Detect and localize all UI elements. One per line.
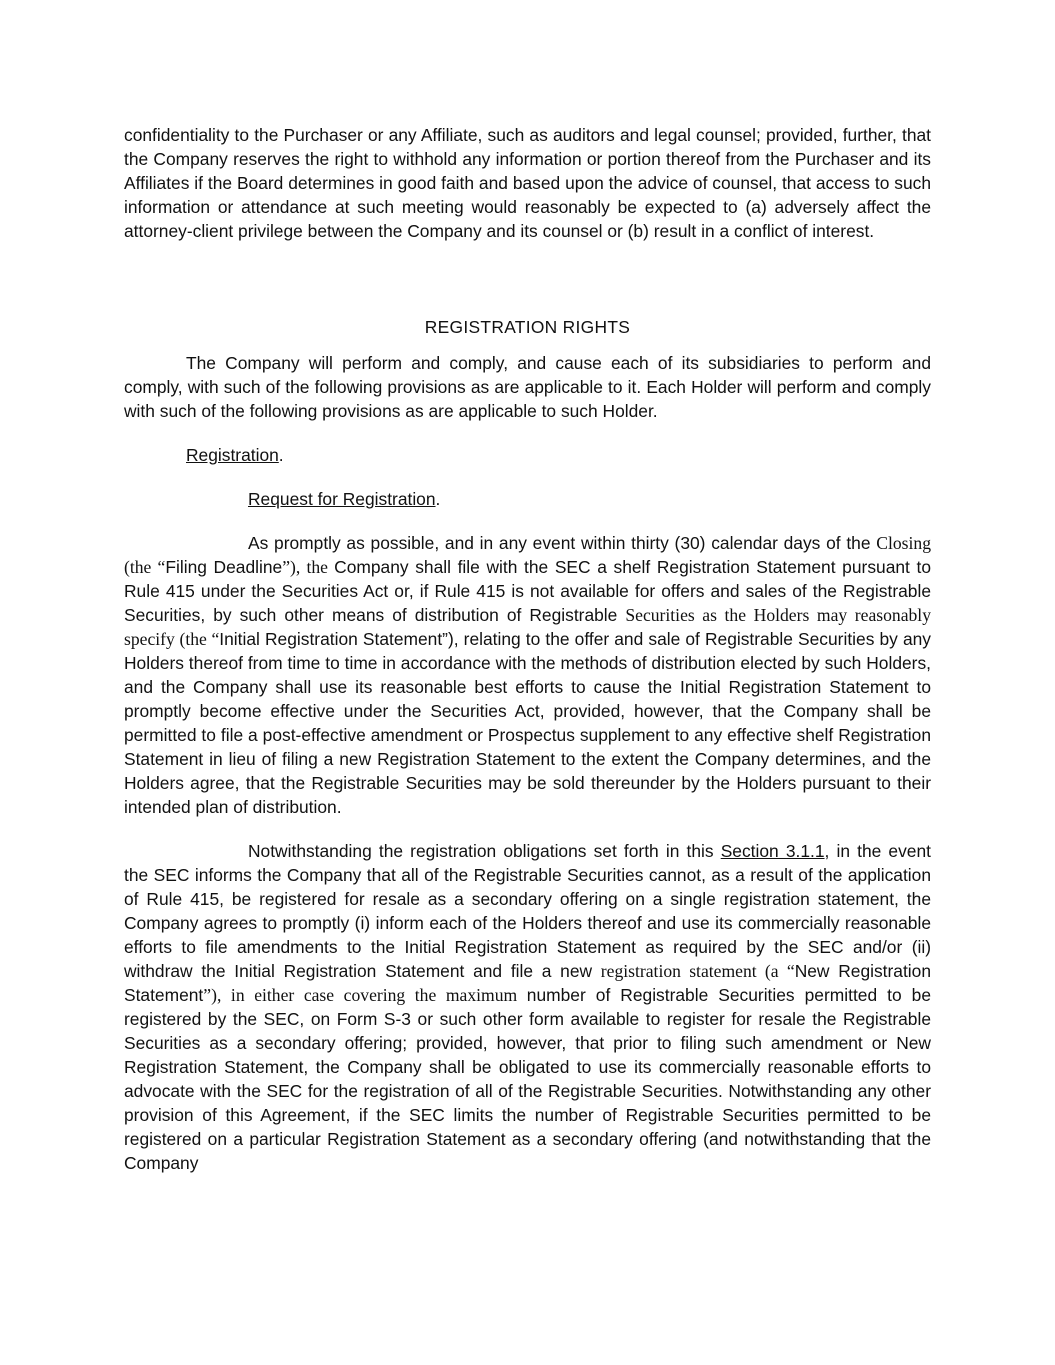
registration-label: Registration bbox=[186, 445, 279, 465]
paragraph-intro: The Company will perform and comply, and cause each of its subsidiaries to perform and comply, with such of the following provisions as are applicable to it. Each Holder will perform and comply with such of the following provisions as are applicable to such Holder. bbox=[124, 353, 931, 421]
spacer bbox=[124, 511, 931, 531]
subheading-request-for-registration bbox=[124, 487, 931, 511]
spacer bbox=[124, 243, 931, 315]
defined-term: Initial Registration Statement bbox=[219, 629, 443, 649]
text-run: registration statement (a “ bbox=[600, 961, 795, 981]
text-run: ”), in either case covering the maximum bbox=[203, 985, 527, 1005]
text-run: ”), relating to the offer and sale of Registrable Securities by any Holders thereof from time to time in accordance with the methods of distribution elected by such Holders, and the Company shall use its reasonable best efforts to cause the Initial Registration Statement to promptly become effective under the Securities Act, provided, however, that the Company shall be permitted to file a post-effective amendment or Prospectus supplement to any effective shelf Registration Statement in lieu of filing a new Registration Statement to the extent the Company determines, and the Holders agree, that the Registrable Securities may be sold thereunder by the Holders pursuant to their intended plan of distribution. bbox=[124, 629, 931, 817]
text-run: ”), the bbox=[282, 557, 335, 577]
spacer bbox=[124, 423, 931, 443]
subheading-registration bbox=[124, 443, 931, 467]
text-run: Closing (the “ bbox=[124, 533, 931, 577]
registration-period: . bbox=[278, 445, 284, 465]
text-run: Securities as the Holders may reasonably specify (the “ bbox=[124, 605, 931, 649]
section-heading: REGISTRATION RIGHTS bbox=[424, 317, 631, 337]
request-label: Request for Registration bbox=[248, 489, 436, 509]
paragraph-notwithstanding bbox=[124, 839, 931, 1175]
paragraph-confidentiality: confidentiality to the Purchaser or any Affiliate, such as auditors and legal counsel; provided, further, that the Company reserves the right to withhold any information or portion thereof from the Purchaser and its Affiliates if the Board determines in good faith and based upon the advice of counsel, that access to such information or attendance at such meeting would reasonably be expected to (a) adversely affect the attorney-client privilege between the Company and its counsel or (b) result in a conflict of interest. bbox=[124, 125, 931, 241]
defined-term: Filing Deadline bbox=[165, 557, 283, 577]
section-reference-link[interactable]: Section 3.1.1 bbox=[720, 841, 825, 861]
spacer bbox=[124, 467, 931, 487]
text-run: number of Registrable Securities permitted to be registered by the SEC, on Form S-3 or such other form available to register for resale the Registrable Securities as a secondary offering; provided, however, that prior to filing such amendment or New Registration Statement, the Company shall be obligated to use its commercially reasonable efforts to advocate with the SEC for the registration of all of the Registrable Securities. Notwithstanding any other provision of this Agreement, if the SEC limits the number of Registrable Securities permitted to be registered on a particular Registration Statement as a secondary offering (and notwithstanding that the Company bbox=[124, 985, 931, 1173]
defined-term: New Registration Statement bbox=[124, 961, 932, 1005]
spacer bbox=[124, 339, 931, 351]
request-period: . bbox=[435, 489, 441, 509]
text-run: As promptly as possible, and in any event within thirty (30) calendar days of the bbox=[248, 533, 877, 553]
paragraph-filing-deadline bbox=[124, 531, 931, 819]
text-run: , in the event the SEC informs the Company that all of the Registrable Securities cannot, as a result of the application of Rule 415, be registered for resale as a secondary offering on a single registration statement, the Company agrees to promptly (i) inform each of the Holders thereof and use its commercially reasonable efforts to file amendments to the Initial Registration Statement as required by the SEC and/or (ii) withdraw the Initial Registration Statement and file a new bbox=[124, 841, 931, 981]
document-page bbox=[124, 123, 931, 1175]
text-run: Notwithstanding the registration obligations set forth in this bbox=[248, 841, 721, 861]
spacer bbox=[124, 819, 931, 839]
text-run: Company shall file with the SEC a shelf Registration Statement pursuant to Rule 415 under the Securities Act or, if Rule 415 is not available for offers and sales of the Registrable Securities, by such other means of distribution of Registrable bbox=[124, 557, 931, 625]
